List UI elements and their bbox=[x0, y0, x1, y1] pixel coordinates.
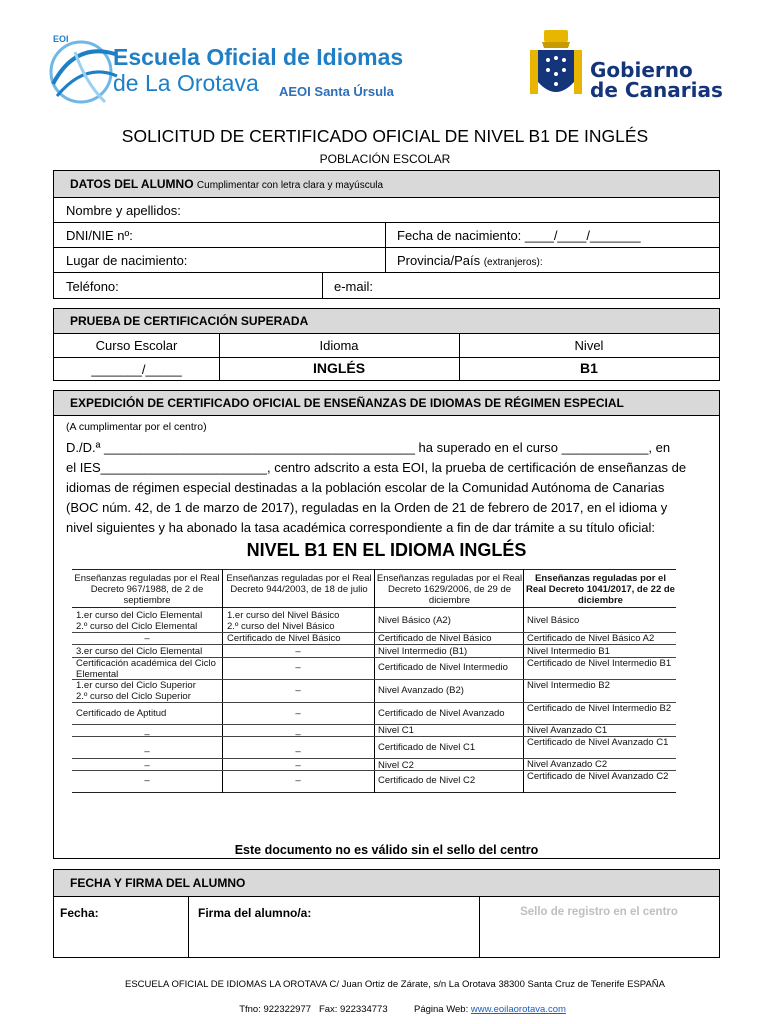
eq-r5-c4: Certificado de Nivel Intermedio B1 bbox=[527, 658, 672, 669]
eq-header-4: Enseñanzas reguladas por el Real Decreto 1041/2017, de 22 de diciembre bbox=[526, 573, 675, 606]
issue-text-line4: (BOC núm. 42, de 1 de marzo de 2017), reguladas en la Orden de 21 de febrero de 2017, en el idioma y bbox=[66, 500, 668, 515]
eq-r8-c4: Certificado de Nivel Intermedio B2 bbox=[527, 703, 672, 714]
student-data-title: DATOS DEL ALUMNO bbox=[70, 177, 194, 191]
course-value[interactable]: _______/_____ bbox=[91, 362, 182, 377]
eq-r10-c3: Certificado de Nivel C1 bbox=[378, 742, 476, 753]
eq-r5-c2: – bbox=[295, 662, 301, 673]
phone-field[interactable]: Teléfono: bbox=[66, 279, 119, 294]
eq-r11-c1: – bbox=[144, 760, 150, 771]
eq-r1-c1: 1.er curso del Ciclo Elemental bbox=[76, 610, 203, 621]
footer-address: ESCUELA OFICIAL DE IDIOMAS LA OROTAVA C/ Juan Ortiz de Zárate, s/n La Orotava 38300 Santa Cruz de Tenerife ESPAÑA bbox=[125, 979, 665, 990]
eq-r10-c4: Certificado de Nivel Avanzado C1 bbox=[527, 737, 669, 748]
eq-r4-c3: Nivel Intermedio (B1) bbox=[378, 646, 468, 657]
validity-notice: Este documento no es válido sin el sello del centro bbox=[234, 843, 539, 857]
eq-r8-c3: Certificado de Nivel Avanzado bbox=[378, 708, 505, 719]
level-column-header: Nivel bbox=[574, 338, 604, 353]
eq-r4-c2: – bbox=[295, 646, 301, 657]
province-note: (extranjeros): bbox=[483, 257, 543, 268]
website-link[interactable]: www.eoilaorotava.com bbox=[470, 1004, 566, 1015]
issue-text-line2[interactable]: el IES_______________________, centro adscrito a esta EOI, la prueba de certificación de enseñanzas de bbox=[66, 460, 687, 475]
eq-r6-c1: 1.er curso del Ciclo Superior bbox=[76, 680, 196, 691]
gov-name-line1: Gobierno bbox=[590, 58, 693, 82]
province-label: Provincia/País bbox=[397, 253, 481, 268]
eq-r8-c2: – bbox=[295, 708, 301, 719]
school-name-line1: Escuela Oficial de Idiomas bbox=[113, 44, 404, 70]
eq-header-1: Enseñanzas reguladas por el Real Decreto 967/1988, de 2 de septiembre bbox=[74, 573, 220, 606]
eq-r3-c2: Certificado de Nivel Básico bbox=[227, 633, 341, 644]
eq-r10-c1: – bbox=[144, 746, 150, 757]
eq-r2-c2: 2.º curso del Nivel Básico bbox=[227, 621, 335, 632]
student-data-note: Cumplimentar con letra clara y mayúscula bbox=[196, 180, 384, 191]
eq-r4-c4: Nivel Intermedio B1 bbox=[527, 646, 610, 657]
eq-r11-c4: Nivel Avanzado C2 bbox=[527, 759, 608, 770]
issue-note: (A cumplimentar por el centro) bbox=[66, 421, 207, 433]
eq-r3-c4: Certificado de Nivel Básico A2 bbox=[527, 633, 655, 644]
email-field[interactable]: e-mail: bbox=[334, 279, 374, 294]
eq-r1-c2: 1.er curso del Nivel Básico bbox=[227, 610, 340, 621]
eq-r12-c3: Certificado de Nivel C2 bbox=[378, 775, 476, 786]
school-name-line2: de La Orotava bbox=[113, 70, 259, 96]
eq-r3-c1: – bbox=[144, 633, 150, 644]
government-logo bbox=[528, 28, 728, 108]
issue-header: EXPEDICIÓN DE CERTIFICADO OFICIAL DE ENSEÑANZAS DE IDIOMAS DE RÉGIMEN ESPECIAL bbox=[54, 391, 719, 416]
eq-r10-c2: – bbox=[295, 746, 301, 757]
date-field[interactable]: Fecha: bbox=[60, 906, 99, 920]
logo-eoi-small: EOI bbox=[53, 34, 69, 44]
eq-r9-c3: Nivel C1 bbox=[378, 725, 414, 736]
eq-r9-c4: Nivel Avanzado C1 bbox=[527, 725, 608, 736]
student-data-section bbox=[53, 170, 720, 299]
eq-header-2: Enseñanzas reguladas por el Real Decreto 944/2003, de 18 de julio bbox=[226, 573, 372, 595]
eq-r7-c1: 2.º curso del Ciclo Superior bbox=[76, 691, 191, 702]
eq-r1-c3: Nivel Básico (A2) bbox=[378, 615, 451, 626]
eq-r4-c1: 3.er curso del Ciclo Elemental bbox=[76, 646, 203, 657]
eq-r11-c3: Nivel C2 bbox=[378, 760, 414, 771]
registry-stamp-area: Sello de registro en el centro bbox=[520, 906, 678, 918]
eq-r2-c1: 2.º curso del Ciclo Elemental bbox=[76, 621, 198, 632]
birth-date-field[interactable]: Fecha de nacimiento: ____/____/_______ bbox=[397, 228, 641, 243]
student-data-header bbox=[54, 171, 719, 198]
page-title: SOLICITUD DE CERTIFICADO OFICIAL DE NIVEL B1 DE INGLÉS bbox=[121, 126, 649, 146]
student-signature-field[interactable]: Firma del alumno/a: bbox=[198, 906, 312, 920]
equivalence-table bbox=[72, 569, 676, 794]
eq-r12-c2: – bbox=[295, 775, 301, 786]
eq-r6-c3: Nivel Avanzado (B2) bbox=[378, 685, 464, 696]
eq-r12-c1: – bbox=[144, 775, 150, 786]
exam-header: PRUEBA DE CERTIFICACIÓN SUPERADA bbox=[54, 309, 719, 334]
school-branch: AEOI Santa Úrsula bbox=[279, 84, 394, 99]
issue-text-line3: idiomas de régimen especial destinadas a la población escolar de la Comunidad Autónoma de Canarias bbox=[66, 480, 665, 495]
signature-header: FECHA Y FIRMA DEL ALUMNO bbox=[54, 870, 719, 897]
issue-text-line5: nivel siguientes y ha abonado la tasa académica correspondiente a fin de dar trámite a su título oficial: bbox=[66, 520, 655, 535]
eq-r12-c4: Certificado de Nivel Avanzado C2 bbox=[527, 771, 669, 782]
school-logo bbox=[45, 32, 415, 110]
course-column-header: Curso Escolar bbox=[95, 338, 178, 353]
eq-r5-c3: Certificado de Nivel Intermedio bbox=[378, 662, 508, 673]
footer-contact bbox=[0, 993, 770, 1015]
language-column-header: Idioma bbox=[319, 338, 359, 353]
language-value: INGLÉS bbox=[312, 360, 366, 376]
eq-r9-c1: – bbox=[144, 729, 150, 740]
level-value: B1 bbox=[580, 360, 598, 376]
name-field[interactable]: Nombre y apellidos: bbox=[66, 203, 181, 218]
exam-section bbox=[53, 308, 720, 381]
eq-r1-c4: Nivel Básico bbox=[527, 615, 580, 626]
birth-place-field[interactable]: Lugar de nacimiento: bbox=[66, 253, 188, 268]
signature-section bbox=[53, 869, 720, 958]
eq-r6-c4: Nivel Intermedio B2 bbox=[527, 680, 610, 691]
issue-text-line1[interactable]: D./D.ª ___________________________________________ ha superado en el curso ____________, en bbox=[66, 440, 671, 455]
eq-header-3: Enseñanzas reguladas por el Real Decreto 1629/2006, de 29 de diciembre bbox=[376, 573, 523, 606]
eq-r3-c3: Certificado de Nivel Básico bbox=[378, 633, 492, 644]
page-subtitle: POBLACIÓN ESCOLAR bbox=[319, 152, 451, 166]
canarias-coat-of-arms-icon bbox=[528, 28, 584, 104]
footer-phone-fax: Tfno: 922322977 Fax: 922334773 Página Web: bbox=[239, 1004, 471, 1015]
eq-r11-c2: – bbox=[295, 760, 301, 771]
eq-r5-c1: Certificación académica del Ciclo Elemental bbox=[76, 658, 216, 680]
eq-r9-c2: – bbox=[295, 729, 301, 740]
dni-field[interactable]: DNI/NIE nº: bbox=[66, 228, 133, 243]
eq-r6-c2: – bbox=[295, 685, 301, 696]
province-field[interactable] bbox=[397, 253, 543, 268]
issue-section bbox=[53, 390, 720, 859]
eq-r8-c1: Certificado de Aptitud bbox=[76, 708, 167, 719]
gov-name-line2: de Canarias bbox=[590, 78, 723, 102]
level-big-title: NIVEL B1 EN EL IDIOMA INGLÉS bbox=[246, 540, 527, 560]
